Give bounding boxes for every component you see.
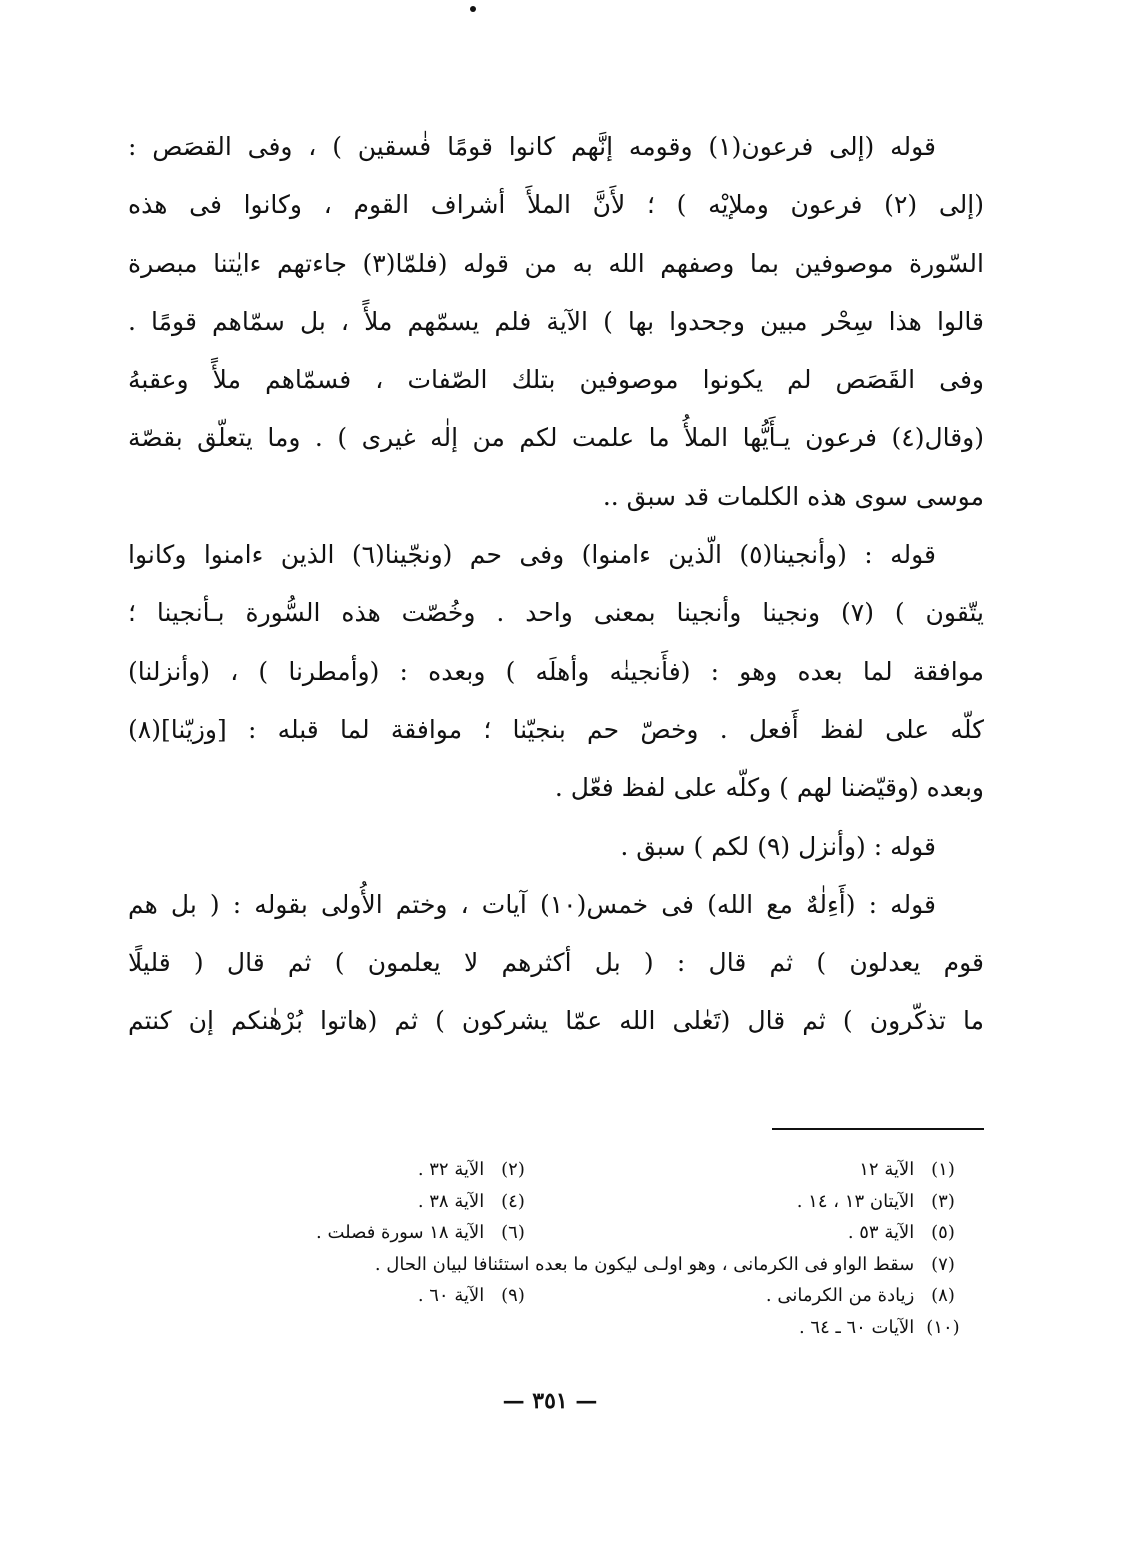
footnote-text: الآيات ٦٠ ـ ٦٤ . xyxy=(798,1316,915,1338)
footnote-number: (١٠) xyxy=(926,1316,960,1338)
footnote-text: الآية ١٨ سورة فصلت . xyxy=(316,1222,485,1244)
footnote-text: سقط الواو فى الكرمانى ، وهو اولـى ليكون ما بعده استئنافا لبيان الحال . xyxy=(374,1253,915,1275)
text-line: قوله (إلى فرعون(١) وقومه إنَّهم كانوا قومًا فٰسقين ) ، وفى القصَص : xyxy=(128,132,937,161)
footnote-number: (٥) xyxy=(931,1222,955,1244)
footnote-row xyxy=(150,1249,966,1281)
paragraph-3 xyxy=(128,818,984,876)
footnote-row xyxy=(150,1312,966,1344)
footnote-text: الآيتان ١٣ ، ١٤ . xyxy=(796,1190,915,1212)
footnote xyxy=(859,1154,966,1186)
footnote-separator xyxy=(772,1128,984,1130)
text-line: السّورة موصوفين بما وصفهم الله به من قوله (فلمّا(٣) جاءتهم ءايٰتنا مبصرة xyxy=(128,248,984,278)
footnote xyxy=(375,1249,966,1281)
text-line: قالوا هذا سِحْر مبين وجحدوا بها ) الآية فلم يسمّهم ملأً ، بل سمّاهم قومًا . xyxy=(128,306,984,336)
footnote-number: (٣) xyxy=(931,1190,955,1212)
page-number: — ٣٥١ — xyxy=(502,1388,598,1414)
footnote-text: الآية ٦٠ . xyxy=(417,1285,485,1307)
text-line: موافقة لما بعده وهو : (فأَنجينٰه وأهلَه ) وبعده : (وأمطرنا ) ، (وأنزلنا) xyxy=(128,656,984,686)
footnote xyxy=(418,1154,536,1186)
footnote-number: (٢) xyxy=(501,1159,525,1180)
footnote-row xyxy=(150,1186,966,1218)
text-line: قوله : (وأنجينا(٥) الّذين ءامنوا) وفى حم (ونجّينا(٦) الذين ءامنوا وكانوا xyxy=(128,540,936,570)
footnote xyxy=(418,1186,536,1218)
paragraph-2 xyxy=(128,526,984,817)
footnote-number: (٨) xyxy=(931,1285,955,1307)
footnote-number: (١) xyxy=(931,1159,955,1180)
print-mark-dot xyxy=(470,6,476,12)
text-line: ما تذكّرون ) ثم قال (تَعٰلى الله عمّا يشركون ) ثم (هاتوا بُرْهٰنكم إن كنتم xyxy=(128,1006,984,1036)
footnote xyxy=(797,1186,966,1218)
footnote-number: (٦) xyxy=(501,1222,525,1244)
footnote xyxy=(766,1280,966,1312)
text-line: (إلى (٢) فرعون وملإيْه ) ؛ لأَنَّ الملأَ أشراف القوم ، وكانوا فى هذه xyxy=(128,190,984,220)
text-line: موسى سوى هذه الكلمات قد سبق .. xyxy=(602,481,984,511)
text-line: قوم يعدلون ) ثم قال : ( بل أكثرهم لا يعلمون ) ثم قال ( قليلًا xyxy=(128,948,984,978)
footnote xyxy=(799,1312,966,1344)
text-line: كلّه على لفظ أَفعل . وخصّ حم بنجيّنا ؛ موافقة لما قبله : [وزيّنا](٨) xyxy=(128,714,984,744)
footnote xyxy=(316,1217,536,1249)
footnote-text: الآية ٥٣ . xyxy=(847,1222,915,1244)
footnote-text: زيادة من الكرمانى . xyxy=(765,1285,915,1307)
footnotes xyxy=(150,1154,966,1344)
footnote xyxy=(848,1217,966,1249)
footnote-row xyxy=(150,1217,966,1249)
footnote-number: (٧) xyxy=(931,1253,955,1275)
footnote xyxy=(418,1280,536,1312)
main-text xyxy=(128,118,984,1051)
text-line: وفى القَصَص لم يكونوا موصوفين بتلك الصّفات ، فسمّاهم ملأً وعقبهُ xyxy=(128,365,984,395)
footnote-number: (٩) xyxy=(501,1285,525,1307)
paragraph-1 xyxy=(128,118,984,526)
footnote-text: الآية ٣٢ . xyxy=(417,1159,485,1180)
paragraph-4 xyxy=(128,876,984,1051)
footnote-row xyxy=(150,1154,966,1186)
footnote-row xyxy=(150,1280,966,1312)
footnote-text: الآية ٣٨ . xyxy=(417,1190,485,1212)
text-line: (وقال(٤) فرعون يـأَيُّها الملأُ ما علمت لكم من إلٰه غيرى ) . وما يتعلّق بقصّة xyxy=(128,423,984,453)
text-line: قوله : (أَءِلٰهٌ مع الله) فى خمس(١٠) آيات ، وختم الأُولى بقوله : ( بل هم xyxy=(128,889,936,919)
footnote-text: الآية ١٢ xyxy=(859,1159,915,1180)
footnote-number: (٤) xyxy=(501,1190,525,1212)
text-line: وبعده (وقيّضنا لهم ) وكلّه على لفظ فعّل . xyxy=(554,773,984,803)
text-line: قوله : (وأنزل (٩) لكم ) سبق . xyxy=(620,831,936,861)
text-line: يتّقون ) (٧) ونجينا وأنجينا بمعنى واحد . وخُصّت هذه السُّورة بـأنجينا ؛ xyxy=(128,598,984,628)
